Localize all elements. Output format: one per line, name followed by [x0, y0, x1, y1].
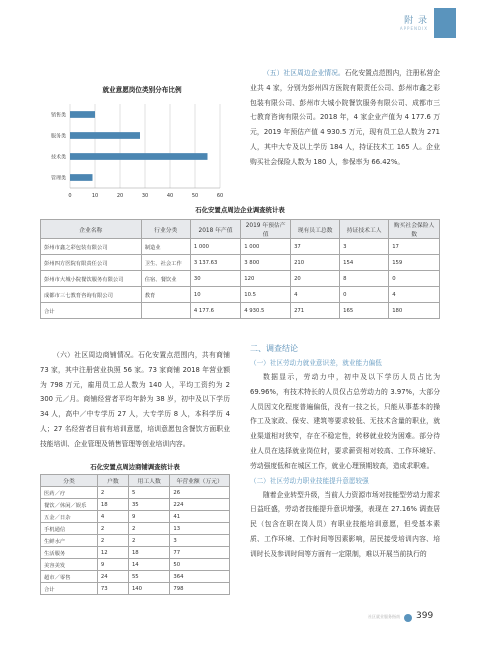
- enterprise-header-cell: 购买社会保险人数: [389, 220, 440, 239]
- shop-cell: 77: [170, 547, 230, 559]
- enterprise-cell: 彭州四方医院有限责任公司: [41, 255, 142, 271]
- enterprise-cell: 120: [241, 271, 291, 287]
- chart-container: [40, 84, 230, 210]
- shop-cell: 合计: [41, 583, 98, 595]
- shop-cell: 798: [170, 583, 230, 595]
- shop-cell: 18: [128, 547, 169, 559]
- footer-logo-text: 社区就业服务指南: [368, 614, 400, 619]
- conclusion-title: 二、调查结论: [250, 344, 298, 353]
- conclusion-subheading-2: （二）社区劳动力职业技能提升意愿较强: [250, 476, 369, 485]
- shop-table-wrapper: [40, 474, 230, 595]
- conclusion-paragraph-1: 数据显示，劳动力中，初中及以下学历人员占比为 69.96%，有技术特长的人员仅占总劳动力的 3.97%，大部分人员因文化程度普遍偏低，没有一技之长，只能从事基本的操作工及家政、保安、建筑等要求较低、无技术含量的职业，就业渠道相对狭窄，存在不稳定性，转移就业较为困难。部分待业人员在选择就业岗位时，要求薪资相对较高、工作环境好、劳动强度低和在城区工作，就业心理预期较高，造成求职难。: [250, 373, 440, 470]
- conclusion-paragraph-2: 随着企业转型升级，当前人力资源市场对技能型劳动力需求日益旺盛，劳动者技能提升意识增强，表现在 27.16% 调查居民（包含在职在岗人员）有职业技能培训意愿，但受基本素质、工作环境、工作时间等因素影响，居民接受培训内容、培训时长及参训时间等方面有一定限制，难以开展当前执行的: [250, 490, 440, 558]
- shop-cell: 73: [97, 583, 128, 595]
- shop-body: 石化安置点范围内，共有商铺 73 家，其中注册营业执照 56 家。73 家商铺 2018 年营业额为 798 万元，雇用员工总人数为 140 人，平均工资约为 2 300 元／月。商铺经营者平均年龄为 38 岁，初中及以下学历 34 人，高中／中专学历 27 人，大专学历 8 人，本科学历 4 人；27 名经营者目前有培训意愿，培训意愿包含餐饮方面职业技能培训、企业管理及销售管理等创业培训内容。: [40, 351, 231, 448]
- table-row: [41, 287, 440, 303]
- enterprise-header-cell: 持证技术工人: [340, 220, 389, 239]
- x-tick-label: 50: [191, 193, 199, 199]
- enterprise-cell: 4: [291, 287, 340, 303]
- shop-header-row: [41, 475, 230, 487]
- enterprise-header-cell: 行业分类: [141, 220, 190, 239]
- shop-header-cell: 年营业额（万元）: [170, 475, 230, 487]
- shop-table: [40, 474, 230, 595]
- appendix-subtitle: APPENDIX: [399, 26, 428, 31]
- shop-cell: 2: [97, 535, 128, 547]
- enterprise-cell: 彭州市鑫之彩包装有限公司: [41, 239, 142, 255]
- enterprise-cell: 合计: [41, 303, 142, 319]
- enterprise-header-cell: 2018 年产值: [190, 220, 240, 239]
- x-tick-label: 40: [166, 193, 174, 199]
- shop-cell: 224: [170, 499, 230, 511]
- shop-cell: 3: [170, 535, 230, 547]
- shop-cell: 140: [128, 583, 169, 595]
- enterprise-cell: 教育: [141, 287, 190, 303]
- enterprise-header-row: [41, 220, 440, 239]
- shop-cell: 55: [128, 571, 169, 583]
- enterprise-cell: 210: [291, 255, 340, 271]
- shop-header-cell: 分类: [41, 475, 98, 487]
- enterprise-cell: 10.5: [241, 287, 291, 303]
- category-label: 管理类: [50, 175, 66, 182]
- appendix-title: 附 录: [404, 16, 428, 26]
- shop-cell: 2: [97, 487, 128, 499]
- category-label: 服务类: [50, 133, 66, 140]
- enterprise-cell: 17: [389, 239, 440, 255]
- shop-cell: 生鲜水产: [41, 535, 98, 547]
- shop-cell: 41: [170, 511, 230, 523]
- enterprise-body: 石化安置点范围内，注册私营企业共 4 家，分别为彭州四方医院有限责任公司、彭州市鑫之彩包装有限公司、彭州市大城小院餐饮服务有限公司、成都市三七教育咨询有限公司。2018 年，4 家企业产值为 4 177.6 万元，2019 年预估产值 4 930.5 万元，现有员工总人数为 271 人，其中大专及以上学历 184 人，持证技术工 165 人。企业购买社会保险人数为 180 人，参保率为 66.42%。: [250, 69, 441, 166]
- enterprise-cell: 1 000: [241, 239, 291, 255]
- table-row: [41, 547, 230, 559]
- enterprise-cell: 271: [291, 303, 340, 319]
- enterprise-cell: 165: [340, 303, 389, 319]
- enterprise-cell: [141, 303, 190, 319]
- shop-header-cell: 用工人数: [128, 475, 169, 487]
- enterprise-cell: 0: [340, 287, 389, 303]
- bar: [70, 174, 93, 181]
- enterprise-cell: 3: [340, 239, 389, 255]
- shop-cell: 9: [97, 559, 128, 571]
- conclusion-section: [250, 342, 440, 562]
- shop-paragraph: [40, 348, 230, 452]
- x-tick-label: 30: [141, 193, 149, 199]
- table-row: [41, 239, 440, 255]
- chart-title: 就业意愿岗位类别分布比例: [102, 86, 182, 94]
- bar: [70, 153, 208, 160]
- category-label: 销售类: [50, 112, 66, 119]
- enterprise-header-cell: 2019 年预估产值: [241, 220, 291, 239]
- table-row: [41, 571, 230, 583]
- table-row: [41, 559, 230, 571]
- enterprise-cell: 4: [389, 287, 440, 303]
- shop-cell: 364: [170, 571, 230, 583]
- table-row: [41, 523, 230, 535]
- enterprise-cell: 4 177.6: [190, 303, 240, 319]
- shop-table-caption: 石化安置点周边商铺调查统计表: [90, 463, 180, 471]
- enterprise-cell: 制造业: [141, 239, 190, 255]
- x-tick-label: 0: [68, 193, 72, 199]
- enterprise-cell: 20: [291, 271, 340, 287]
- shop-cell: 14: [128, 559, 169, 571]
- enterprise-cell: 住宿、餐饮业: [141, 271, 190, 287]
- enterprise-heading: （五）社区周边企业情况。: [263, 69, 345, 77]
- shop-cell: 美容美发: [41, 559, 98, 571]
- enterprise-cell: 3 800: [241, 255, 291, 271]
- shop-cell: 13: [170, 523, 230, 535]
- bar: [70, 132, 140, 139]
- table-row: [41, 511, 230, 523]
- shop-cell: 超市／零售: [41, 571, 98, 583]
- bar: [70, 111, 95, 118]
- shop-cell: 12: [97, 547, 128, 559]
- enterprise-cell: 8: [340, 271, 389, 287]
- enterprise-paragraph: [250, 66, 440, 170]
- shop-cell: 生活服务: [41, 547, 98, 559]
- enterprise-cell: 10: [190, 287, 240, 303]
- shop-cell: 50: [170, 559, 230, 571]
- shop-cell: 餐饮／休闲／娱乐: [41, 499, 98, 511]
- enterprise-cell: 彭州市大城小院餐饮服务有限公司: [41, 271, 142, 287]
- shop-cell: 2: [128, 535, 169, 547]
- shop-cell: 4: [97, 511, 128, 523]
- shop-header-cell: 户数: [97, 475, 128, 487]
- shop-cell: 医药／疗: [41, 487, 98, 499]
- enterprise-cell: 159: [389, 255, 440, 271]
- shop-cell: 26: [170, 487, 230, 499]
- conclusion-subheading-1: （一）社区劳动力就业意识差，就业能力偏低: [250, 359, 382, 367]
- enterprise-header-cell: 企业名称: [41, 220, 142, 239]
- shop-cell: 5: [128, 487, 169, 499]
- enterprise-header-cell: 现有员工总数: [291, 220, 340, 239]
- enterprise-cell: 0: [389, 271, 440, 287]
- x-tick-label: 20: [116, 193, 124, 199]
- enterprise-cell: 154: [340, 255, 389, 271]
- table-row: [41, 499, 230, 511]
- x-tick-label: 10: [91, 193, 99, 199]
- shop-cell: 18: [97, 499, 128, 511]
- enterprise-cell: 4 930.5: [241, 303, 291, 319]
- enterprise-cell: 3 137.63: [190, 255, 240, 271]
- shop-cell: 24: [97, 571, 128, 583]
- table-row: [41, 583, 230, 595]
- header-accent-bar: [434, 8, 456, 38]
- shop-cell: 五金／日杂: [41, 511, 98, 523]
- bar-chart: [40, 98, 230, 210]
- footer-dot-icon: [404, 614, 412, 622]
- enterprise-cell: 180: [389, 303, 440, 319]
- page-number: 399: [416, 611, 434, 621]
- enterprise-table-wrapper: [40, 219, 440, 319]
- shop-heading: （六）社区周边商铺情况。: [53, 351, 139, 359]
- table-row: [41, 487, 230, 499]
- shop-cell: 2: [97, 523, 128, 535]
- shop-cell: 2: [128, 523, 169, 535]
- enterprise-table: [40, 219, 440, 319]
- table-row: [41, 535, 230, 547]
- category-label: 技术类: [50, 154, 66, 161]
- enterprise-cell: 成都市三七教育咨询有限公司: [41, 287, 142, 303]
- table-row: [41, 303, 440, 319]
- enterprise-cell: 卫生、社会工作: [141, 255, 190, 271]
- enterprise-table-caption: 石化安置点周边企业调查统计表: [195, 206, 285, 214]
- shop-cell: 9: [128, 511, 169, 523]
- table-row: [41, 271, 440, 287]
- shop-cell: 手机通信: [41, 523, 98, 535]
- enterprise-cell: 30: [190, 271, 240, 287]
- enterprise-cell: 1 000: [190, 239, 240, 255]
- enterprise-cell: 37: [291, 239, 340, 255]
- table-row: [41, 255, 440, 271]
- x-tick-label: 60: [216, 193, 224, 199]
- shop-cell: 35: [128, 499, 169, 511]
